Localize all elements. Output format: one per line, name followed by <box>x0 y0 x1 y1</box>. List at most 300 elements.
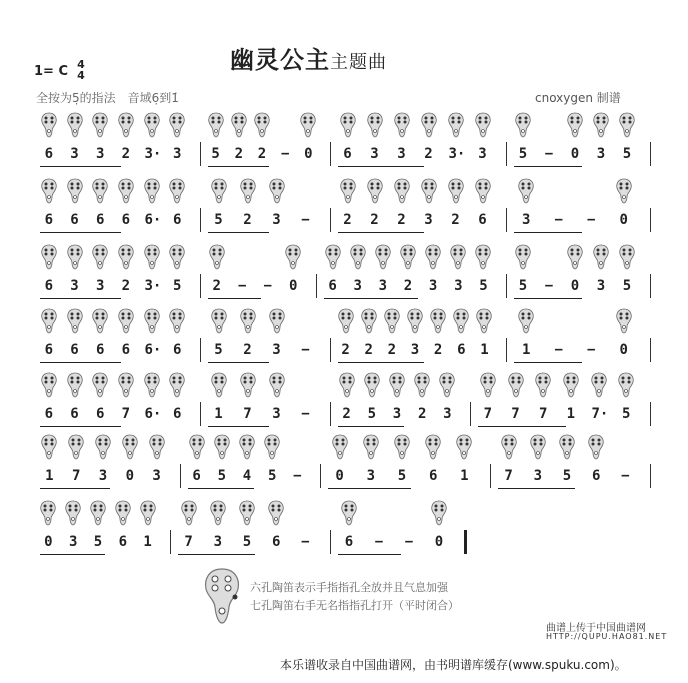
ocarina-fingering-icon <box>91 244 109 270</box>
ocarina-fingering-icon <box>143 112 161 138</box>
jianpu-note: 2 <box>397 212 406 228</box>
jianpu-note: 0 <box>44 534 53 550</box>
jianpu-note: 5 <box>367 406 377 422</box>
beam-underline <box>40 488 110 489</box>
jianpu-note: 3 <box>70 146 79 162</box>
beam-underline <box>208 298 261 299</box>
jianpu-note: − <box>621 468 630 484</box>
barline <box>330 402 331 426</box>
jianpu-note: 3 <box>533 468 543 484</box>
ocarina-fingering-icon <box>393 112 411 138</box>
ocarina-fingering-icon <box>168 244 186 270</box>
beam-underline <box>208 426 269 427</box>
ocarina-fingering-icon <box>238 434 256 460</box>
beam-underline <box>178 554 255 555</box>
jianpu-note: 0 <box>304 146 313 162</box>
jianpu-note: 6 <box>95 406 105 422</box>
ocarina-fingering-icon <box>615 178 633 204</box>
ocarina-fingering-icon <box>349 244 367 270</box>
ocarina-fingering-icon <box>420 112 438 138</box>
barline <box>180 464 181 488</box>
jianpu-note: − <box>587 342 596 358</box>
ocarina-fingering-icon <box>617 372 635 398</box>
ocarina-fingering-icon <box>562 372 580 398</box>
jianpu-note: 3 <box>353 278 362 294</box>
ocarina-fingering-icon <box>618 112 636 138</box>
beam-underline <box>40 166 121 167</box>
ocarina-fingering-icon <box>91 372 109 398</box>
ocarina-fingering-icon <box>566 244 584 270</box>
ocarina-fingering-icon <box>66 244 84 270</box>
ocarina-fingering-icon <box>143 308 161 334</box>
jianpu-note: 2 <box>451 212 460 228</box>
ocarina-fingering-icon <box>590 372 608 398</box>
beam-underline <box>188 488 254 489</box>
jianpu-note: 5 <box>214 342 223 358</box>
jianpu-note: 3· <box>144 278 162 294</box>
ocarina-fingering-icon <box>39 500 57 526</box>
ocarina-fingering-icon <box>64 500 82 526</box>
ocarina-fingering-icon <box>210 308 228 334</box>
jianpu-note: 3 <box>98 468 108 484</box>
ocarina-fingering-icon <box>337 308 355 334</box>
ocarina-fingering-icon <box>168 308 186 334</box>
jianpu-note: 3 <box>95 278 105 294</box>
ocarina-fingering-icon <box>399 244 417 270</box>
jianpu-note: 2 <box>257 146 267 162</box>
beam-underline <box>40 554 105 555</box>
jianpu-note: 3 <box>378 278 388 294</box>
barline <box>650 208 651 232</box>
jianpu-note: 6 <box>457 342 466 358</box>
jianpu-note: 6 <box>343 146 352 162</box>
ocarina-fingering-icon <box>209 500 227 526</box>
ocarina-fingering-icon <box>66 112 84 138</box>
ocarina-fingering-icon <box>117 112 135 138</box>
ocarina-fingering-icon <box>474 178 492 204</box>
ocarina-fingering-icon <box>143 178 161 204</box>
jianpu-note: 2 <box>433 342 443 358</box>
ocarina-fingering-icon <box>40 112 58 138</box>
barline <box>200 208 201 232</box>
beam-underline <box>478 426 566 427</box>
jianpu-note: − <box>238 278 247 294</box>
jianpu-note: 1 <box>480 342 489 358</box>
jianpu-note: 5 <box>211 146 220 162</box>
jianpu-note: 3 <box>478 146 487 162</box>
jianpu-note: 0 <box>570 146 580 162</box>
jianpu-note: 2 <box>343 212 352 228</box>
ocarina-fingering-icon <box>424 244 442 270</box>
ocarina-fingering-icon <box>253 112 271 138</box>
ocarina-fingering-icon <box>117 308 135 334</box>
ocarina-fingering-icon <box>299 112 317 138</box>
source-line-2: HTTP://QUPU.HAO81.NET <box>546 632 668 641</box>
jianpu-note: − <box>301 534 310 550</box>
jianpu-note: 3 <box>443 406 452 422</box>
ocarina-fingering-icon <box>558 434 576 460</box>
jianpu-note: 6 <box>44 212 54 228</box>
ocarina-fingering-icon <box>188 434 206 460</box>
jianpu-note: 1 <box>214 406 223 422</box>
ocarina-fingering-icon <box>438 372 456 398</box>
ocarina-fingering-icon <box>208 244 226 270</box>
ocarina-fingering-icon <box>534 372 552 398</box>
ocarina-fingering-icon <box>339 178 357 204</box>
ocarina-fingering-icon <box>447 112 465 138</box>
jianpu-note: 3 <box>397 146 406 162</box>
jianpu-note: 6 <box>591 468 601 484</box>
ocarina-fingering-icon <box>366 112 384 138</box>
ocarina-fingering-icon <box>340 500 358 526</box>
ocarina-fingering-icon <box>239 178 257 204</box>
jianpu-note: 0 <box>289 278 298 294</box>
jianpu-note: 6 <box>271 534 281 550</box>
jianpu-note: 3 <box>95 146 105 162</box>
jianpu-note: 6 <box>428 468 438 484</box>
ocarina-fingering-icon <box>117 244 135 270</box>
ocarina-fingering-icon <box>455 434 473 460</box>
ocarina-fingering-icon <box>143 372 161 398</box>
jianpu-note: 3 <box>213 534 223 550</box>
jianpu-note: 0 <box>335 468 344 484</box>
author-credit: cnoxygen 制谱 <box>535 91 621 105</box>
jianpu-note: 3 <box>272 406 281 422</box>
barline <box>200 142 201 166</box>
jianpu-note: 5 <box>621 406 631 422</box>
jianpu-note: 6 <box>95 342 105 358</box>
ocarina-fingering-icon <box>475 308 493 334</box>
jianpu-note: 6 <box>95 212 105 228</box>
fingering-note: 全按为5̣的指法 音域6̣到1̇ <box>36 91 179 105</box>
barline <box>330 208 331 232</box>
barline <box>330 338 331 362</box>
meter-top: 4 <box>77 58 85 71</box>
ocarina-fingering-icon <box>615 308 633 334</box>
ocarina-fingering-icon <box>479 372 497 398</box>
ocarina-fingering-icon <box>40 434 58 460</box>
jianpu-note: 3 <box>410 342 420 358</box>
ocarina-fingering-icon <box>91 112 109 138</box>
beam-underline <box>208 362 269 363</box>
barline <box>200 402 201 426</box>
jianpu-note: 2 <box>417 406 427 422</box>
ocarina-fingering-icon <box>267 500 285 526</box>
jianpu-note: 5 <box>214 212 223 228</box>
jianpu-note: 2 <box>370 212 379 228</box>
title-main: 幽灵公主 <box>230 46 330 74</box>
beam-underline <box>40 426 121 427</box>
ocarina-fingering-icon <box>449 244 467 270</box>
barline <box>506 142 507 166</box>
ocarina-fingering-icon <box>413 372 431 398</box>
jianpu-note: − <box>587 212 596 228</box>
ocarina-fingering-icon <box>363 372 381 398</box>
ocarina-fingering-icon <box>388 372 406 398</box>
beam-underline <box>514 232 582 233</box>
barline <box>470 402 471 426</box>
jianpu-note: 1 <box>566 406 576 422</box>
jianpu-note: 2 <box>121 146 131 162</box>
ocarina-fingering-icon <box>517 178 535 204</box>
jianpu-note: 5 <box>479 278 488 294</box>
jianpu-note: 1 <box>460 468 469 484</box>
ocarina-fingering-icon <box>230 112 248 138</box>
jianpu-note: 6 <box>172 212 182 228</box>
legend-line-1: 六孔陶笛表示手指指孔全放并且气息加强 <box>250 581 448 594</box>
barline <box>320 464 321 488</box>
ocarina-fingering-icon <box>263 434 281 460</box>
ocarina-fingering-icon <box>500 434 518 460</box>
jianpu-note: 5 <box>562 468 572 484</box>
beam-underline <box>338 362 424 363</box>
barline <box>330 530 331 554</box>
legend-line-2: 七孔陶笛右手无名指指孔打开（平时闭合） <box>250 599 459 612</box>
ocarina-fingering-icon <box>529 434 547 460</box>
barline <box>200 274 201 298</box>
source-line-1: 曲谱上传于中国曲谱网 <box>546 623 646 634</box>
jianpu-note: 6 <box>70 342 79 358</box>
jianpu-note: 3 <box>424 212 433 228</box>
ocarina-fingering-icon <box>507 372 525 398</box>
jianpu-note: 1 <box>143 534 152 550</box>
ocarina-fingering-icon <box>117 372 135 398</box>
ocarina-fingering-icon <box>40 308 58 334</box>
ocarina-fingering-icon <box>447 178 465 204</box>
jianpu-note: 2 <box>243 212 252 228</box>
jianpu-note: − <box>301 212 310 228</box>
ocarina-fingering-icon <box>383 308 401 334</box>
ocarina-fingering-icon <box>430 500 448 526</box>
ocarina-fingering-icon <box>168 112 186 138</box>
ocarina-fingering-icon <box>429 308 447 334</box>
ocarina-fingering-icon <box>514 244 532 270</box>
ocarina-fingering-icon <box>91 178 109 204</box>
ocarina-fingering-icon <box>618 244 636 270</box>
jianpu-note: 5 <box>242 534 252 550</box>
ocarina-fingering-icon <box>517 308 535 334</box>
jianpu-note: 3· <box>144 146 162 162</box>
ocarina-fingering-icon <box>114 500 132 526</box>
jianpu-note: 6 <box>172 406 182 422</box>
ocarina-fingering-icon <box>121 434 139 460</box>
barline <box>650 338 651 362</box>
jianpu-note: − <box>554 342 563 358</box>
jianpu-note: 3· <box>448 146 466 162</box>
barline <box>170 530 171 554</box>
ocarina-fingering-icon <box>284 244 302 270</box>
ocarina-fingering-icon <box>338 372 356 398</box>
ocarina-fingering-icon <box>91 308 109 334</box>
beam-underline <box>338 232 424 233</box>
jianpu-note: 2 <box>364 342 373 358</box>
ocarina-fingering-icon <box>117 178 135 204</box>
jianpu-note: 6 <box>44 406 54 422</box>
ocarina-fingering-icon <box>566 112 584 138</box>
jianpu-note: 6 <box>192 468 201 484</box>
ocarina-fingering-icon <box>168 178 186 204</box>
barline <box>506 338 507 362</box>
beam-underline <box>208 232 269 233</box>
ocarina-fingering-icon <box>207 112 225 138</box>
ocarina-fingering-icon <box>268 308 286 334</box>
ocarina-fingering-icon <box>213 434 231 460</box>
ocarina-fingering-icon <box>393 178 411 204</box>
jianpu-note: 6 <box>478 212 487 228</box>
ocarina-fingering-icon <box>474 112 492 138</box>
barline <box>464 530 467 554</box>
jianpu-note: 6· <box>144 342 162 358</box>
jianpu-note: 6 <box>328 278 337 294</box>
jianpu-note: 3 <box>454 278 463 294</box>
ocarina-fingering-icon <box>40 372 58 398</box>
barline <box>650 464 651 488</box>
jianpu-note: 2 <box>341 342 350 358</box>
jianpu-note: 5 <box>217 468 227 484</box>
ocarina-fingering-icon <box>66 178 84 204</box>
key-signature: 1= C <box>34 64 69 79</box>
jianpu-note: 3 <box>392 406 402 422</box>
barline <box>330 142 331 166</box>
jianpu-note: 4 <box>242 468 252 484</box>
jianpu-note: 5 <box>622 146 632 162</box>
jianpu-note: 6 <box>121 342 131 358</box>
jianpu-note: 0 <box>434 534 444 550</box>
ocarina-fingering-icon <box>474 244 492 270</box>
jianpu-note: 7 <box>483 406 493 422</box>
ocarina-fingering-icon <box>66 372 84 398</box>
time-signature <box>74 59 88 81</box>
jianpu-note: 7 <box>121 406 131 422</box>
barline <box>316 274 317 298</box>
beam-underline <box>514 362 582 363</box>
jianpu-note: 3 <box>428 278 438 294</box>
jianpu-note: 2 <box>243 342 252 358</box>
jianpu-note: − <box>301 406 310 422</box>
ocarina-fingering-icon <box>424 434 442 460</box>
jianpu-note: 6 <box>172 342 182 358</box>
jianpu-note: − <box>554 212 563 228</box>
ocarina-fingering-icon <box>210 372 228 398</box>
jianpu-note: 2 <box>234 146 244 162</box>
jianpu-note: 6 <box>44 342 54 358</box>
jianpu-note: − <box>293 468 302 484</box>
jianpu-note: 7 <box>504 468 513 484</box>
jianpu-note: 5 <box>622 278 632 294</box>
ocarina-fingering-icon <box>210 178 228 204</box>
jianpu-note: 3 <box>596 278 606 294</box>
barline <box>506 274 507 298</box>
beam-underline <box>338 426 404 427</box>
ocarina-legend-icon <box>202 567 242 625</box>
ocarina-fingering-icon <box>393 434 411 460</box>
jianpu-note: 6 <box>121 212 131 228</box>
beam-underline <box>514 166 582 167</box>
barline <box>650 402 651 426</box>
jianpu-note: 5 <box>397 468 407 484</box>
jianpu-note: 6 <box>344 534 354 550</box>
jianpu-note: 0 <box>619 342 628 358</box>
barline <box>506 208 507 232</box>
ocarina-fingering-icon <box>420 178 438 204</box>
jianpu-note: 5 <box>267 468 277 484</box>
beam-underline <box>498 488 575 489</box>
ocarina-fingering-icon <box>587 434 605 460</box>
ocarina-fingering-icon <box>40 178 58 204</box>
jianpu-note: 7· <box>591 406 609 422</box>
jianpu-note: 5 <box>518 146 528 162</box>
jianpu-note: 3 <box>70 278 79 294</box>
jianpu-note: − <box>404 534 414 550</box>
jianpu-note: 6 <box>70 212 79 228</box>
jianpu-note: − <box>544 278 554 294</box>
ocarina-fingering-icon <box>66 308 84 334</box>
ocarina-fingering-icon <box>268 178 286 204</box>
ocarina-fingering-icon <box>40 244 58 270</box>
jianpu-note: 2 <box>121 278 131 294</box>
ocarina-fingering-icon <box>331 434 349 460</box>
beam-underline <box>324 298 418 299</box>
jianpu-note: 1 <box>522 342 531 358</box>
jianpu-note: 1 <box>45 468 54 484</box>
ocarina-fingering-icon <box>324 244 342 270</box>
jianpu-note: 6· <box>144 212 162 228</box>
ocarina-fingering-icon <box>94 434 112 460</box>
jianpu-note: 2 <box>403 278 413 294</box>
ocarina-fingering-icon <box>514 112 532 138</box>
jianpu-note: 3 <box>366 468 376 484</box>
song-title <box>230 40 387 75</box>
ocarina-fingering-icon <box>592 112 610 138</box>
beam-underline <box>338 554 401 555</box>
jianpu-note: − <box>263 278 272 294</box>
ocarina-fingering-icon <box>452 308 470 334</box>
ocarina-fingering-icon <box>360 308 378 334</box>
jianpu-note: 7 <box>184 534 193 550</box>
jianpu-note: 3 <box>68 534 78 550</box>
ocarina-fingering-icon <box>168 372 186 398</box>
ocarina-fingering-icon <box>139 500 157 526</box>
beam-underline <box>514 298 582 299</box>
jianpu-note: 2 <box>342 406 351 422</box>
ocarina-fingering-icon <box>362 434 380 460</box>
jianpu-note: 3 <box>272 212 281 228</box>
jianpu-note: 0 <box>570 278 580 294</box>
jianpu-note: 3 <box>370 146 379 162</box>
jianpu-note: − <box>280 146 290 162</box>
jianpu-note: 6 <box>118 534 128 550</box>
barline <box>490 464 491 488</box>
jianpu-note: − <box>301 342 310 358</box>
beam-underline <box>40 232 121 233</box>
jianpu-note: 0 <box>619 212 628 228</box>
jianpu-note: 3 <box>522 212 531 228</box>
jianpu-note: 7 <box>511 406 520 422</box>
ocarina-fingering-icon <box>238 500 256 526</box>
barline <box>200 338 201 362</box>
jianpu-note: 5 <box>93 534 103 550</box>
jianpu-note: 0 <box>125 468 135 484</box>
beam-underline <box>338 166 424 167</box>
jianpu-note: 5 <box>172 278 182 294</box>
ocarina-fingering-icon <box>366 178 384 204</box>
jianpu-note: 2 <box>212 278 221 294</box>
jianpu-note: 3 <box>272 342 281 358</box>
beam-underline <box>328 488 411 489</box>
jianpu-note: 7 <box>243 406 252 422</box>
ocarina-fingering-icon <box>339 112 357 138</box>
beam-underline <box>40 362 121 363</box>
